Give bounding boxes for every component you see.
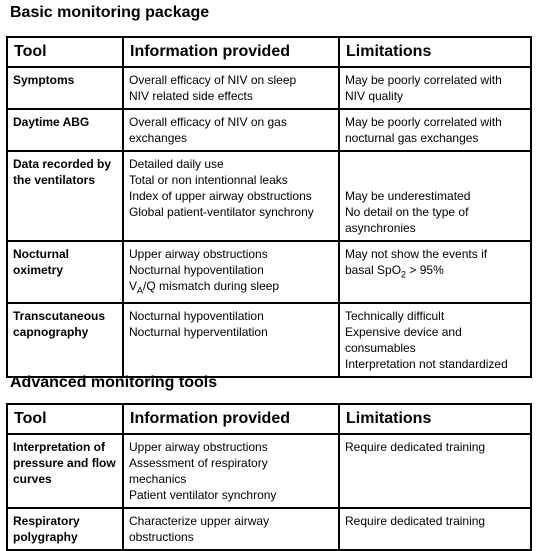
- tool-cell: [7, 67, 123, 109]
- info-line: Index of upper airway obstructions: [129, 189, 312, 203]
- limit-line: nocturnal gas exchanges: [345, 131, 479, 145]
- limit-line: Expensive device and: [345, 325, 462, 340]
- limit-line: May not show the events if: [345, 247, 488, 261]
- tool-name: capnography: [13, 325, 89, 340]
- header-limitations: Limitations: [339, 37, 531, 67]
- tool-cell: [7, 434, 123, 508]
- tool-name: Nocturnal: [13, 247, 70, 261]
- limit-line: Technically difficult: [345, 309, 445, 324]
- limit-line: NIV quality: [345, 89, 404, 103]
- table-row: [7, 241, 531, 303]
- limit-line: May be underestimated: [345, 189, 471, 203]
- basic-section-title: Basic monitoring package: [10, 4, 210, 21]
- header-tool: Tool: [7, 404, 123, 434]
- tool-name: the ventilators: [13, 173, 96, 187]
- limit-line: Interpretation not standardized: [345, 357, 508, 372]
- tool-name: Transcutaneous: [13, 309, 106, 324]
- limit-line: consumables: [345, 341, 416, 356]
- tool-name: Symptoms: [13, 73, 75, 87]
- limits-cell: [339, 241, 531, 303]
- tool-cell: [7, 241, 123, 303]
- info-line: Overall efficacy of NIV on gas: [129, 115, 287, 129]
- advanced-section-title: Advanced monitoring tools: [10, 374, 218, 391]
- tool-name: polygraphy: [13, 530, 78, 544]
- tool-name: Interpretation of: [13, 440, 105, 454]
- header-information: Information provided: [123, 37, 339, 67]
- info-line: Patient ventilator synchrony: [129, 488, 277, 502]
- tool-cell: [7, 151, 123, 241]
- table-row: [7, 67, 531, 109]
- limit-line: Require dedicated training: [345, 514, 486, 528]
- limits-cell: [339, 109, 531, 151]
- limit-line: Require dedicated training: [345, 440, 486, 454]
- advanced-monitoring-table: [6, 403, 532, 551]
- limits-cell: [339, 67, 531, 109]
- tool-name: Data recorded by: [13, 157, 112, 171]
- spo2-suffix: > 95%: [406, 263, 444, 277]
- table-header-row: [7, 37, 531, 67]
- info-line: obstructions: [129, 530, 194, 544]
- info-line: Nocturnal hypoventilation: [129, 309, 264, 324]
- info-line: Overall efficacy of NIV on sleep: [129, 73, 297, 87]
- tool-name: oximetry: [13, 263, 64, 277]
- info-line-va-q: [129, 278, 333, 298]
- table-row: [7, 151, 531, 241]
- limits-cell: [339, 303, 531, 377]
- tool-name: Respiratory: [13, 514, 80, 528]
- info-cell: [123, 303, 339, 377]
- info-line: exchanges: [129, 131, 188, 145]
- info-line: Global patient-ventilator synchrony: [129, 205, 314, 219]
- limits-cell: [339, 151, 531, 241]
- info-line: Characterize upper airway: [129, 514, 270, 528]
- info-line: Total or non intentionnal leaks: [129, 173, 288, 187]
- info-cell: [123, 109, 339, 151]
- basic-monitoring-table: [6, 36, 532, 378]
- limit-line: asynchronies: [345, 221, 416, 235]
- header-limitations: Limitations: [339, 404, 531, 434]
- info-line: Detailed daily use: [129, 157, 224, 171]
- table-row: [7, 303, 531, 377]
- limit-line: No detail on the type of: [345, 205, 469, 219]
- limit-line: May be poorly correlated with: [345, 115, 502, 129]
- table-row: [7, 508, 531, 550]
- tool-name: Daytime ABG: [13, 115, 90, 129]
- info-cell: [123, 434, 339, 508]
- tool-cell: [7, 508, 123, 550]
- limits-cell: [339, 434, 531, 508]
- va-q-suffix: /Q mismatch during sleep: [143, 279, 280, 293]
- info-line: NIV related side effects: [129, 89, 253, 103]
- tool-name: curves: [13, 472, 52, 486]
- info-line: Upper airway obstructions: [129, 440, 268, 454]
- table-row: [7, 434, 531, 508]
- va-q-prefix: V: [129, 279, 138, 293]
- info-line: Assessment of respiratory: [129, 456, 268, 470]
- header-information: Information provided: [123, 404, 339, 434]
- info-line: Nocturnal hyperventilation: [129, 325, 268, 340]
- info-cell: [123, 67, 339, 109]
- info-cell: [123, 241, 339, 303]
- info-line: Nocturnal hypoventilation: [129, 263, 264, 277]
- info-line: Upper airway obstructions: [129, 247, 268, 261]
- va-q-subscript: A: [137, 285, 144, 296]
- limit-line: May be poorly correlated with: [345, 73, 502, 87]
- spo2-subscript: 2: [401, 269, 407, 280]
- spo2-prefix: basal SpO: [345, 263, 402, 277]
- info-cell: [123, 151, 339, 241]
- table-header-row: [7, 404, 531, 434]
- limits-cell: [339, 508, 531, 550]
- table-row: [7, 109, 531, 151]
- tool-name: pressure and flow: [13, 456, 116, 470]
- tool-cell: [7, 303, 123, 377]
- limit-line-spo2: [345, 262, 525, 282]
- tool-cell: [7, 109, 123, 151]
- header-tool: Tool: [7, 37, 123, 67]
- cell-spacer: [345, 156, 525, 188]
- info-line: mechanics: [129, 472, 187, 486]
- info-cell: [123, 508, 339, 550]
